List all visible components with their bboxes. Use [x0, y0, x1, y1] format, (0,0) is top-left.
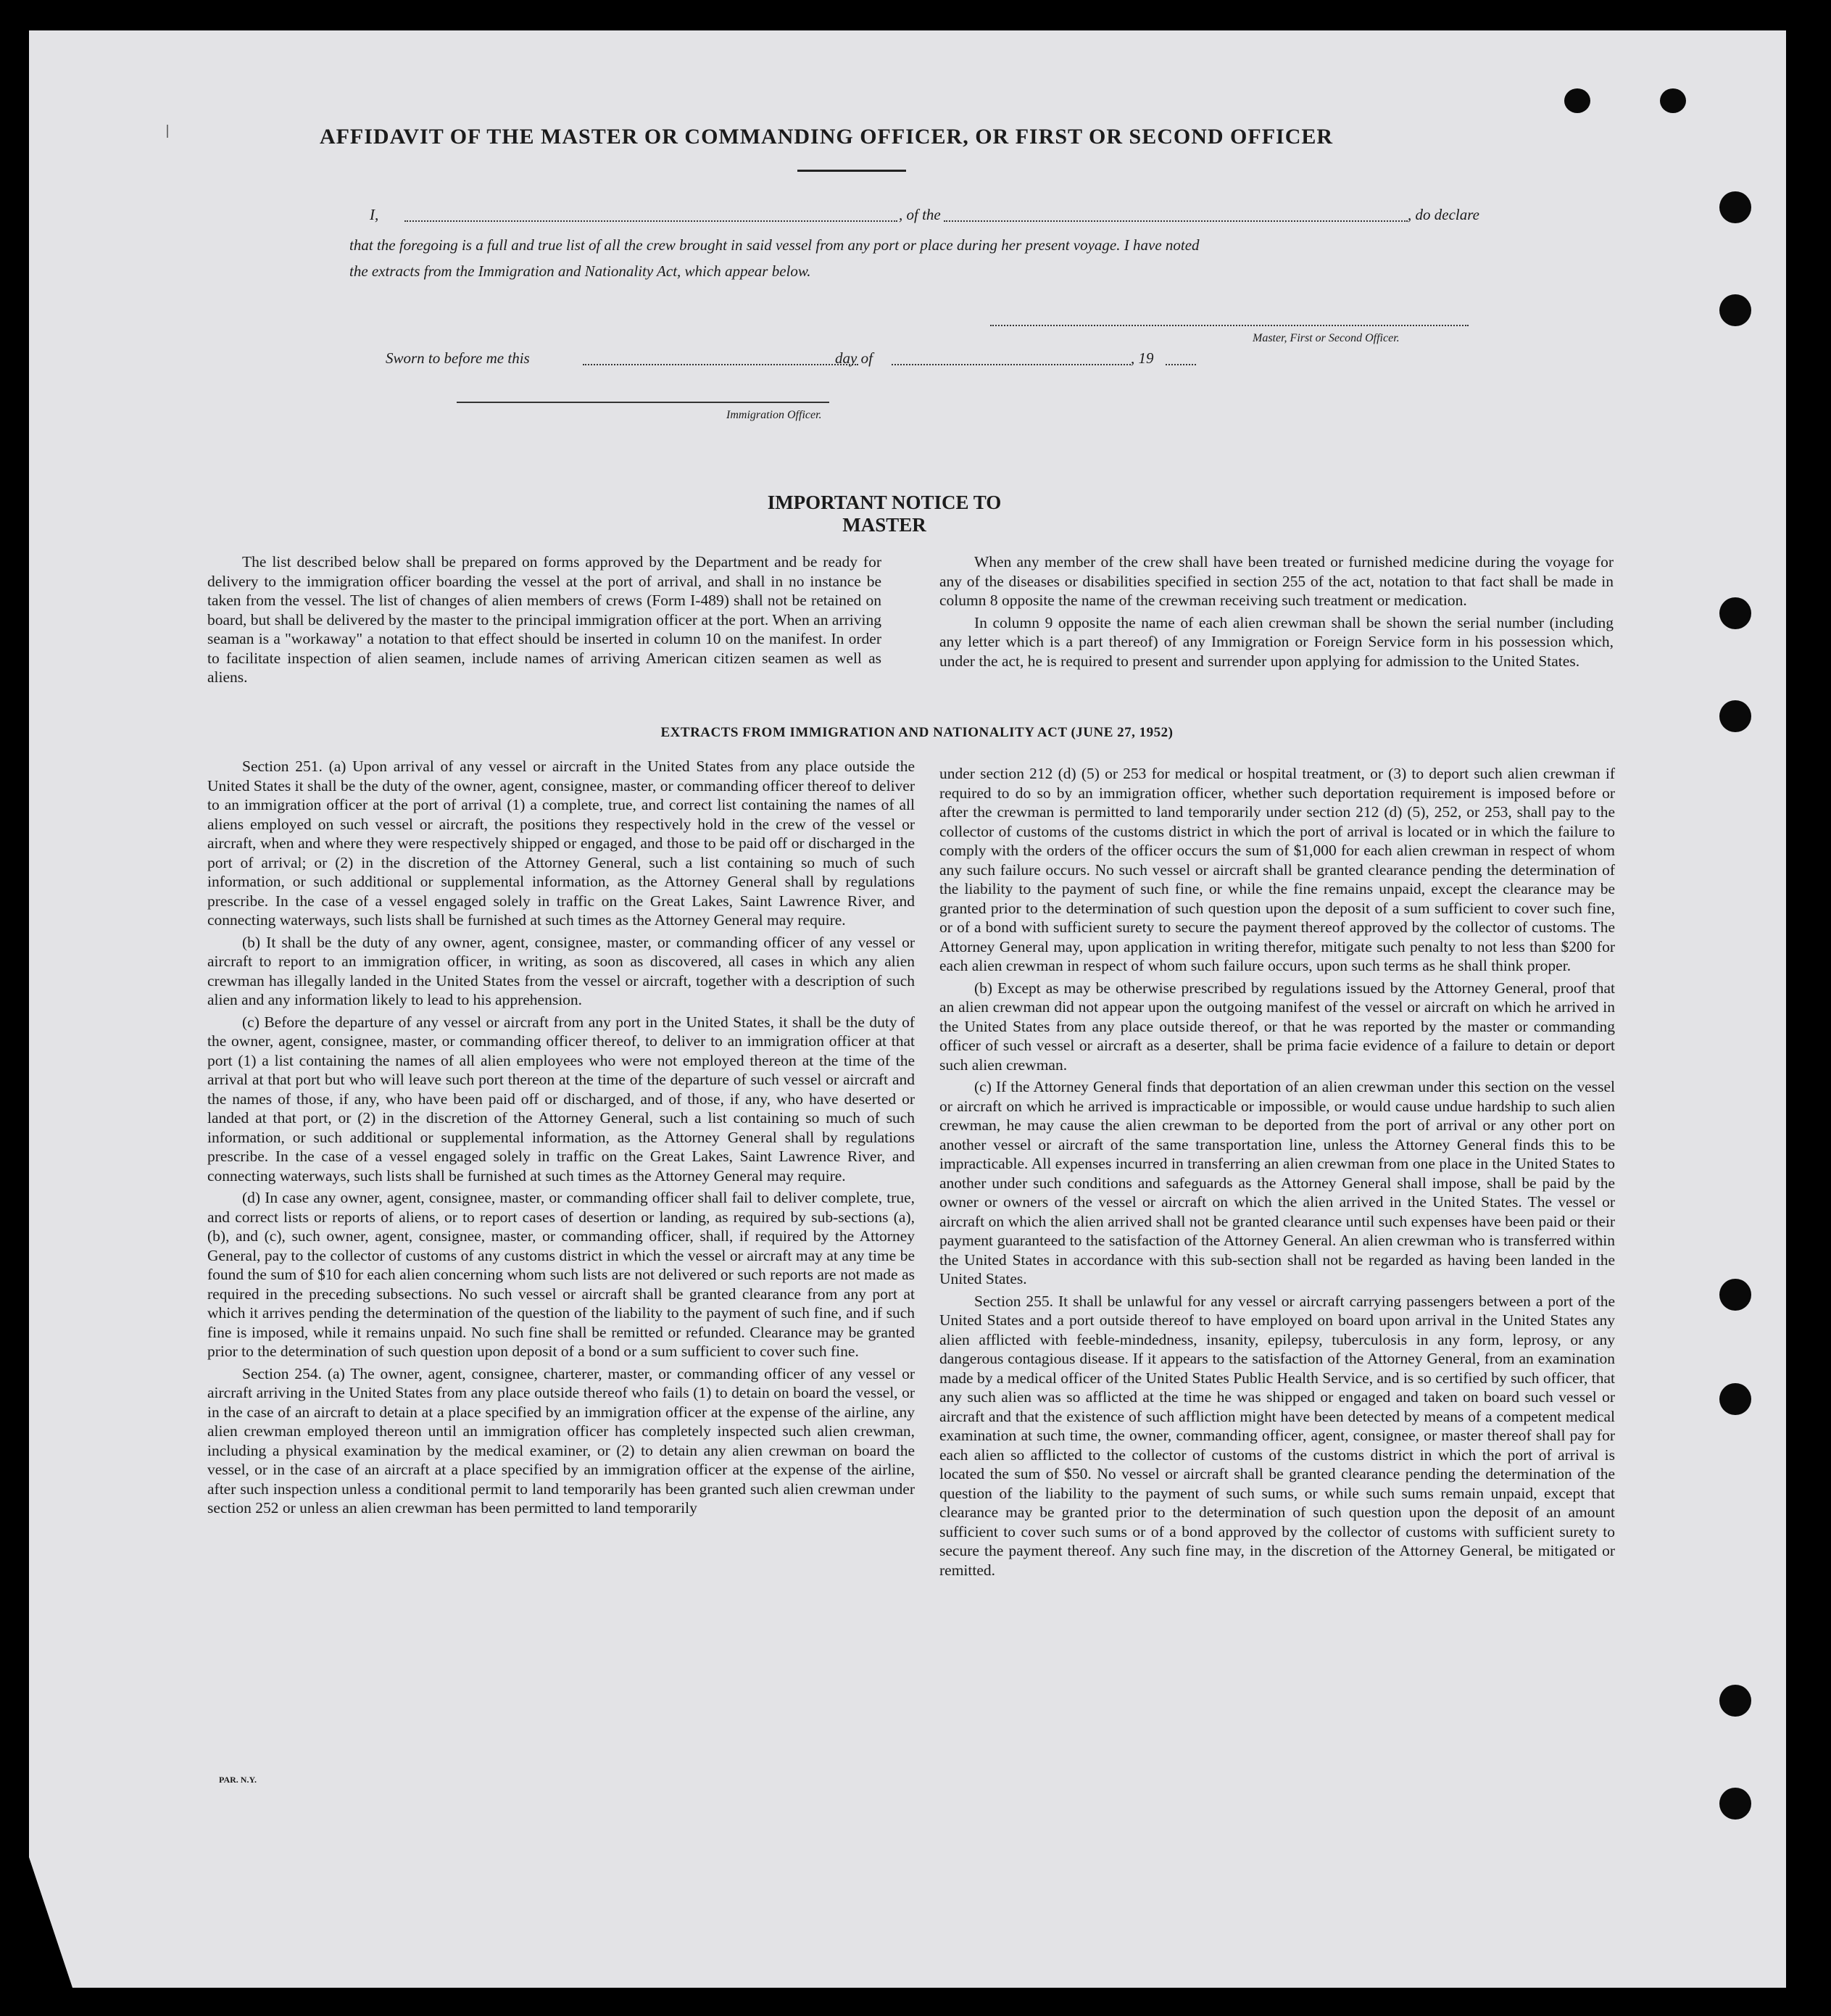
affidavit-line-3: the extracts from the Immigration and Nationality Act, which appear below.: [349, 262, 811, 280]
punch-hole: [1719, 1279, 1751, 1311]
do-declare-label: , do declare: [1408, 206, 1479, 223]
notice-left-column: [207, 552, 881, 690]
sworn-label: Sworn to before me this: [386, 349, 530, 367]
notice-paragraph: In column 9 opposite the name of each alien crewman shall be shown the serial number (including any letter which is a part thereof) of any Immigration or Foreign Service form in his possession which, under the act, he is required to present and surrender upon applying for admission to the United States.: [939, 613, 1614, 670]
punch-hole: [1719, 1383, 1751, 1415]
section-251-c: (c) Before the departure of any vessel or aircraft from any port in the United States, it shall be the duty of the owner, agent, consignee, master, or commanding officer thereof, to deliver to an immigration officer at that port (1) a list containing the names of all alien employees who were not employed thereon at the time of the arrival at that port but who will leave such port thereon at the time of the departure of such vessel or aircraft and the names of those, if any, who have been paid off or discharged, and of those, if any, who have deserted or landed at that port, or (2) in the discretion of the Attorney General, such a list containing so much of such information, or such additional or supplemental information, as the Attorney General shall by regulations prescribe. In the case of a vessel engaged solely in traffic on the Great Lakes, Saint Lawrence River, and connecting waterways, such lists shall be furnished at such times as the Attorney General may require.: [207, 1013, 915, 1185]
officer-signature-label: Immigration Officer.: [726, 409, 822, 421]
section-254-c: (c) If the Attorney General finds that deportation of an alien crewman under this section on the vessel or aircraft on which he arrived is impracticable or impossible, or would cause undue hardship to such alien crewman, he may cause the alien crewman to be deported from the port of arrival or any other port on another vessel or aircraft of the same transportation line, unless the Attorney General finds this to be impracticable. All expenses incurred in transferring an alien crewman from one place in the United States to another under such conditions and safeguards as the Attorney General shall impose, shall be paid by the owner or owners of the vessel or aircraft on which the alien arrived in the United States. The vessel or aircraft on which the alien arrived shall not be granted clearance until such expenses have been paid or their payment guaranteed to the satisfaction of the Attorney General. An alien crewman who is transferred within the United States in accordance with this sub-section shall not be regarded as having been landed in the United States.: [939, 1078, 1615, 1287]
punch-hole: [1719, 597, 1751, 629]
month-line: [892, 364, 1131, 365]
name-line: [404, 220, 897, 222]
i-label: I,: [370, 206, 379, 223]
section-251-d: (d) In case any owner, agent, consignee, master, or commanding officer shall fail to deliver complete, true, and correct lists or reports of aliens, or to report cases of desertion or landing, as required by sub-sections (a), (b), and (c), such owner, agent, consignee, master, or commanding officer, shall, if required by the Attorney General, pay to the collector of customs of any customs district in which the vessel or aircraft may at any time be found the sum of $10 for each alien concerning whom such lists are not delivered or such reports are not made as required in the preceding subsections. No such vessel or aircraft shall be granted clearance from any port at which it arrives pending the determination of the question of the liability to the payment of such fine, and if such fine is imposed, while it remains unpaid. No such fine shall be remitted or refunded. Clearance may be granted prior to the determination of such question upon deposit of a bond or a sum sufficient to cover such fine.: [207, 1189, 915, 1360]
notice-title: IMPORTANT NOTICE TO MASTER: [767, 491, 1002, 536]
notice-right-column: [939, 552, 1614, 673]
title-rule: [797, 170, 906, 172]
affidavit-title: AFFIDAVIT OF THE MASTER OR COMMANDING OFFICER, OR FIRST OR SECOND OFFICER: [319, 125, 1334, 149]
master-signature-line: [990, 325, 1469, 326]
extracts-title: EXTRACTS FROM IMMIGRATION AND NATIONALITY ACT (JUNE 27, 1952): [660, 725, 1174, 740]
vessel-line: [944, 220, 1408, 222]
officer-signature-line: [457, 402, 829, 403]
section-254-a-continued: under section 212 (d) (5) or 253 for medical or hospital treatment, or (3) to deport such alien crewman if required to do so by an immigration officer, whether such deportation requirement is imposed before or after the crewman is permitted to land temporarily under section 212 (d) (5), 252, or 253, shall pay to the collector of customs of the customs district in which the port of arrival is located or in which the failure to comply with the orders of the officer occurs the sum of $1,000 for each alien crewman in respect of whom any such failure occurs. No such vessel or aircraft shall be granted clearance pending the determination of the liability to the payment of such fine, or while the fine remains unpaid, except the clearance may be granted prior to the determination of such question upon the deposit of a sum sufficient to cover such fine, or of a bond with sufficient surety to secure the payment thereof approved by the collector of customs. The Attorney General may, upon application in writing therefor, mitigate such penalty to not less than $200 for each alien crewman in respect of whom such failure occurs, upon such terms as he shall think proper.: [939, 765, 1615, 974]
section-251-b: (b) It shall be the duty of any owner, agent, consignee, master, or commanding officer of any vessel or aircraft to report to an immigration officer, in writing, as soon as discovered, all cases in which any alien crewman has illegally landed in the United States from the vessel or aircraft, together with a description of such alien and any information likely to lead to his apprehension.: [207, 933, 915, 1008]
extracts-right-column: [939, 764, 1615, 1582]
section-255: Section 255. It shall be unlawful for any vessel or aircraft carrying passengers between a port of the United States and a port outside thereof to have employed on board upon arrival in the United States any alien afflicted with feeble-mindedness, insanity, epilepsy, tuberculosis in any form, leprosy, or any dangerous contagious disease. If it appears to the satisfaction of the Attorney General, from an examination made by a medical officer of the United States Public Health Service, and is so certified by such officer, that any such alien was so afflicted at the time he was shipped or engaged and taken on board such vessel or aircraft and that the existence of such affliction might have been detected by means of a competent medical examination at such time, the owner, commanding officer, agent, consignee, or master thereof shall pay for each alien so afflicted to the collector of customs of the customs district in which the port of arrival is located the sum of $50. No vessel or aircraft shall be granted clearance pending the determination of the question of the liability to the payment of such sums, or while such sums remain unpaid, except that clearance may be granted prior to the determination of such question upon the deposit of an amount sufficient to cover such sums or of a bond approved by the collector of customs with sufficient surety to secure the payment thereof. Any such fine may, in the discretion of the Attorney General, be mitigated or remitted.: [939, 1292, 1615, 1579]
punch-hole: [1719, 1685, 1751, 1717]
notice-paragraph: The list described below shall be prepared on forms approved by the Department and be ready for delivery to the immigration officer boarding the vessel at the port of arrival, and shall in no instance be taken from the vessel. The list of changes of alien members of crews (Form I-489) shall not be retained on board, but shall be delivered by the master to the principal immigration officer at the port. When an arriving seaman is a "workaway" a notation to that effect should be inserted in column 10 on the manifest. In order to facilitate inspection of alien seamen, include names of arriving American citizen seamen as well as aliens.: [207, 553, 881, 686]
extracts-left-column: [207, 757, 915, 1521]
punch-hole: [1719, 1788, 1751, 1820]
form-page: [29, 30, 1786, 1988]
notice-paragraph: When any member of the crew shall have been treated or furnished medicine during the voyage for any of the diseases or disabilities specified in section 255 of the act, notation to that fact shall be made in column 8 opposite the name of the crewman receiving such treatment or medication.: [939, 553, 1614, 609]
sworn-day-line: [583, 364, 858, 365]
section-254-a: Section 254. (a) The owner, agent, consignee, charterer, master, or commanding officer of any vessel or aircraft arriving in the United States from any place outside thereof who fails (1) to detain on board the vessel, or in the case of an aircraft to detain at a place specified by an immigration officer at the expense of the airline, any alien crewman employed thereon until an immigration officer has completely inspected such alien crewman, including a physical examination by the medical examiner, or (2) to detain any alien crewman on board the vessel, or in the case of an aircraft at a place specified by an immigration officer at the expense of the airline, after such inspection unless a conditional permit to land temporarily has been granted such alien crewman under section 252 or unless an alien crewman has been permitted to land temporarily: [207, 1364, 915, 1517]
section-251-a: Section 251. (a) Upon arrival of any vessel or aircraft in the United States from any place outside the United States it shall be the duty of the owner, agent, consignee, master, or commanding officer thereof to deliver to an immigration officer at the port of arrival (1) a complete, true, and correct list containing the names of all aliens employed on such vessel or aircraft, the positions they respectively hold in the crew of the vessel or aircraft, when and where they were respectively shipped or engaged, and those to be paid off or discharged in the port of arrival; or (2) in the discretion of the Attorney General, such a list containing so much of such information, or such additional or supplemental information, as the Attorney General shall by regulations prescribe. In the case of a vessel engaged solely in traffic on the Great Lakes, Saint Lawrence River, and connecting waterways, such lists shall be furnished at such times as the Attorney General may require.: [207, 758, 915, 929]
day-of-label: day of: [835, 349, 873, 367]
year-label: , 19: [1131, 349, 1154, 367]
punch-hole: [1660, 88, 1686, 113]
year-line: [1166, 364, 1196, 365]
printer-mark: PAR. N.Y.: [219, 1775, 257, 1785]
section-254-b: (b) Except as may be otherwise prescribed by regulations issued by the Attorney General, proof that an alien crewman did not appear upon the outgoing manifest of the vessel or aircraft on which he arrived in the United States from any place outside thereof, or that he was reported by the master or commanding officer of such vessel or aircraft as a deserter, shall be prima facie evidence of a failure to detain or deport such alien crewman.: [939, 979, 1615, 1074]
punch-hole: [1719, 294, 1751, 326]
punch-hole: [1564, 88, 1590, 113]
of-the-label: , of the: [899, 206, 941, 223]
master-signature-label: Master, First or Second Officer.: [1253, 332, 1400, 344]
torn-corner: [29, 1857, 72, 1988]
affidavit-line-2: that the foregoing is a full and true list of all the crew brought in said vessel from any port or place during her present voyage. I have noted: [349, 236, 1200, 254]
punch-hole: [1719, 191, 1751, 223]
punch-hole: [1719, 700, 1751, 732]
